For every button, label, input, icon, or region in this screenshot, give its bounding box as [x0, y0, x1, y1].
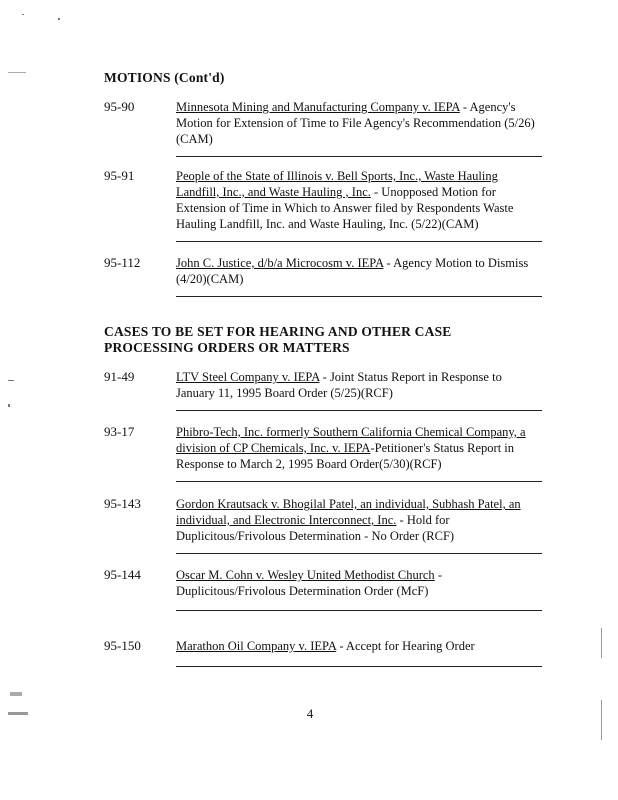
entry-description: [176, 424, 542, 472]
entry-divider: [176, 666, 542, 667]
section-heading-motions: MOTIONS (Cont'd): [104, 70, 225, 85]
entry-divider: [176, 610, 542, 611]
docket-number: 93-17: [104, 424, 135, 439]
entry-text: -Petitioner's Status Report in Response to March 2, 1995 Board Order(5/30)(RCF): [176, 441, 515, 471]
entry-description: [176, 567, 542, 599]
docket-number: 91-49: [104, 369, 135, 384]
case-caption: Marathon Oil Company v. IEPA: [176, 639, 337, 653]
entry-description: [176, 255, 542, 287]
entry-divider: [176, 410, 542, 411]
entry-divider: [176, 156, 542, 157]
entry-text: - Hold for Duplicitous/Frivolous Determination - No Order (RCF): [176, 513, 455, 543]
entry-text: - Duplicitous/Frivolous Determination Order (McF): [176, 568, 442, 598]
docket-entry: [104, 638, 544, 670]
entry-description: [176, 369, 542, 401]
scan-speck: [8, 72, 26, 73]
entry-description: [176, 99, 542, 147]
docket-entry: [104, 255, 544, 301]
docket-number: 95-90: [104, 99, 135, 114]
case-caption: Oscar M. Cohn v. Wesley United Methodist Church: [176, 568, 435, 582]
docket-entry: [104, 496, 544, 558]
scan-edge-mark: [601, 628, 602, 658]
entry-divider: [176, 296, 542, 297]
docket-number: 95-112: [104, 255, 141, 270]
docket-entry: [104, 369, 544, 415]
scan-speck: [8, 404, 10, 407]
docket-number: 95-143: [104, 496, 141, 511]
docket-entry: [104, 567, 544, 615]
scan-speck: [10, 692, 22, 696]
case-caption: LTV Steel Company v. IEPA: [176, 370, 320, 384]
scan-speck: [8, 380, 14, 381]
docket-entry: [104, 168, 544, 250]
docket-entry: [104, 424, 544, 486]
scan-speck: [8, 712, 28, 715]
entry-text: - Agency's Motion for Extension of Time to File Agency's Recommendation (5/26)(CAM): [176, 100, 535, 146]
entry-divider: [176, 553, 542, 554]
docket-number: 95-150: [104, 638, 141, 653]
scan-speck: [58, 18, 60, 20]
scan-speck: [22, 14, 24, 15]
entry-text: - Joint Status Report in Response to January 11, 1995 Board Order (5/25)(RCF): [176, 370, 502, 400]
case-caption: Phibro-Tech, Inc. formerly Southern California Chemical Company, a division of CP Chemicals, Inc. v. IEPA: [176, 425, 526, 455]
case-caption: John C. Justice, d/b/a Microcosm v. IEPA: [176, 256, 384, 270]
case-caption: People of the State of Illinois v. Bell Sports, Inc., Waste Hauling Landfill, Inc., and Waste Hauling , Inc.: [176, 169, 498, 199]
case-caption: Gordon Krautsack v. Bhogilal Patel, an individual, Subhash Patel, an individual, and Electronic Interconnect, Inc.: [176, 497, 521, 527]
entry-divider: [176, 481, 542, 482]
entry-text: - Unopposed Motion for Extension of Time in Which to Answer filed by Respondents Waste Hauling Landfill, Inc. and Waste Hauling, Inc. (5/22)(CAM): [176, 185, 514, 231]
section-heading-hearing: CASES TO BE SET FOR HEARING AND OTHER CASE PROCESSING ORDERS OR MATTERS: [104, 324, 452, 355]
page-number: 4: [306, 706, 314, 721]
scan-edge-mark: [601, 700, 602, 740]
entry-description: [176, 168, 542, 232]
docket-number: 95-144: [104, 567, 141, 582]
case-caption: Minnesota Mining and Manufacturing Company v. IEPA: [176, 100, 460, 114]
docket-entry: [104, 99, 544, 165]
docket-number: 95-91: [104, 168, 135, 183]
entry-description: [176, 496, 542, 544]
entry-text: - Accept for Hearing Order: [336, 639, 475, 653]
entry-text: - Agency Motion to Dismiss (4/20)(CAM): [176, 256, 529, 286]
entry-description: [176, 638, 542, 654]
entry-divider: [176, 241, 542, 242]
